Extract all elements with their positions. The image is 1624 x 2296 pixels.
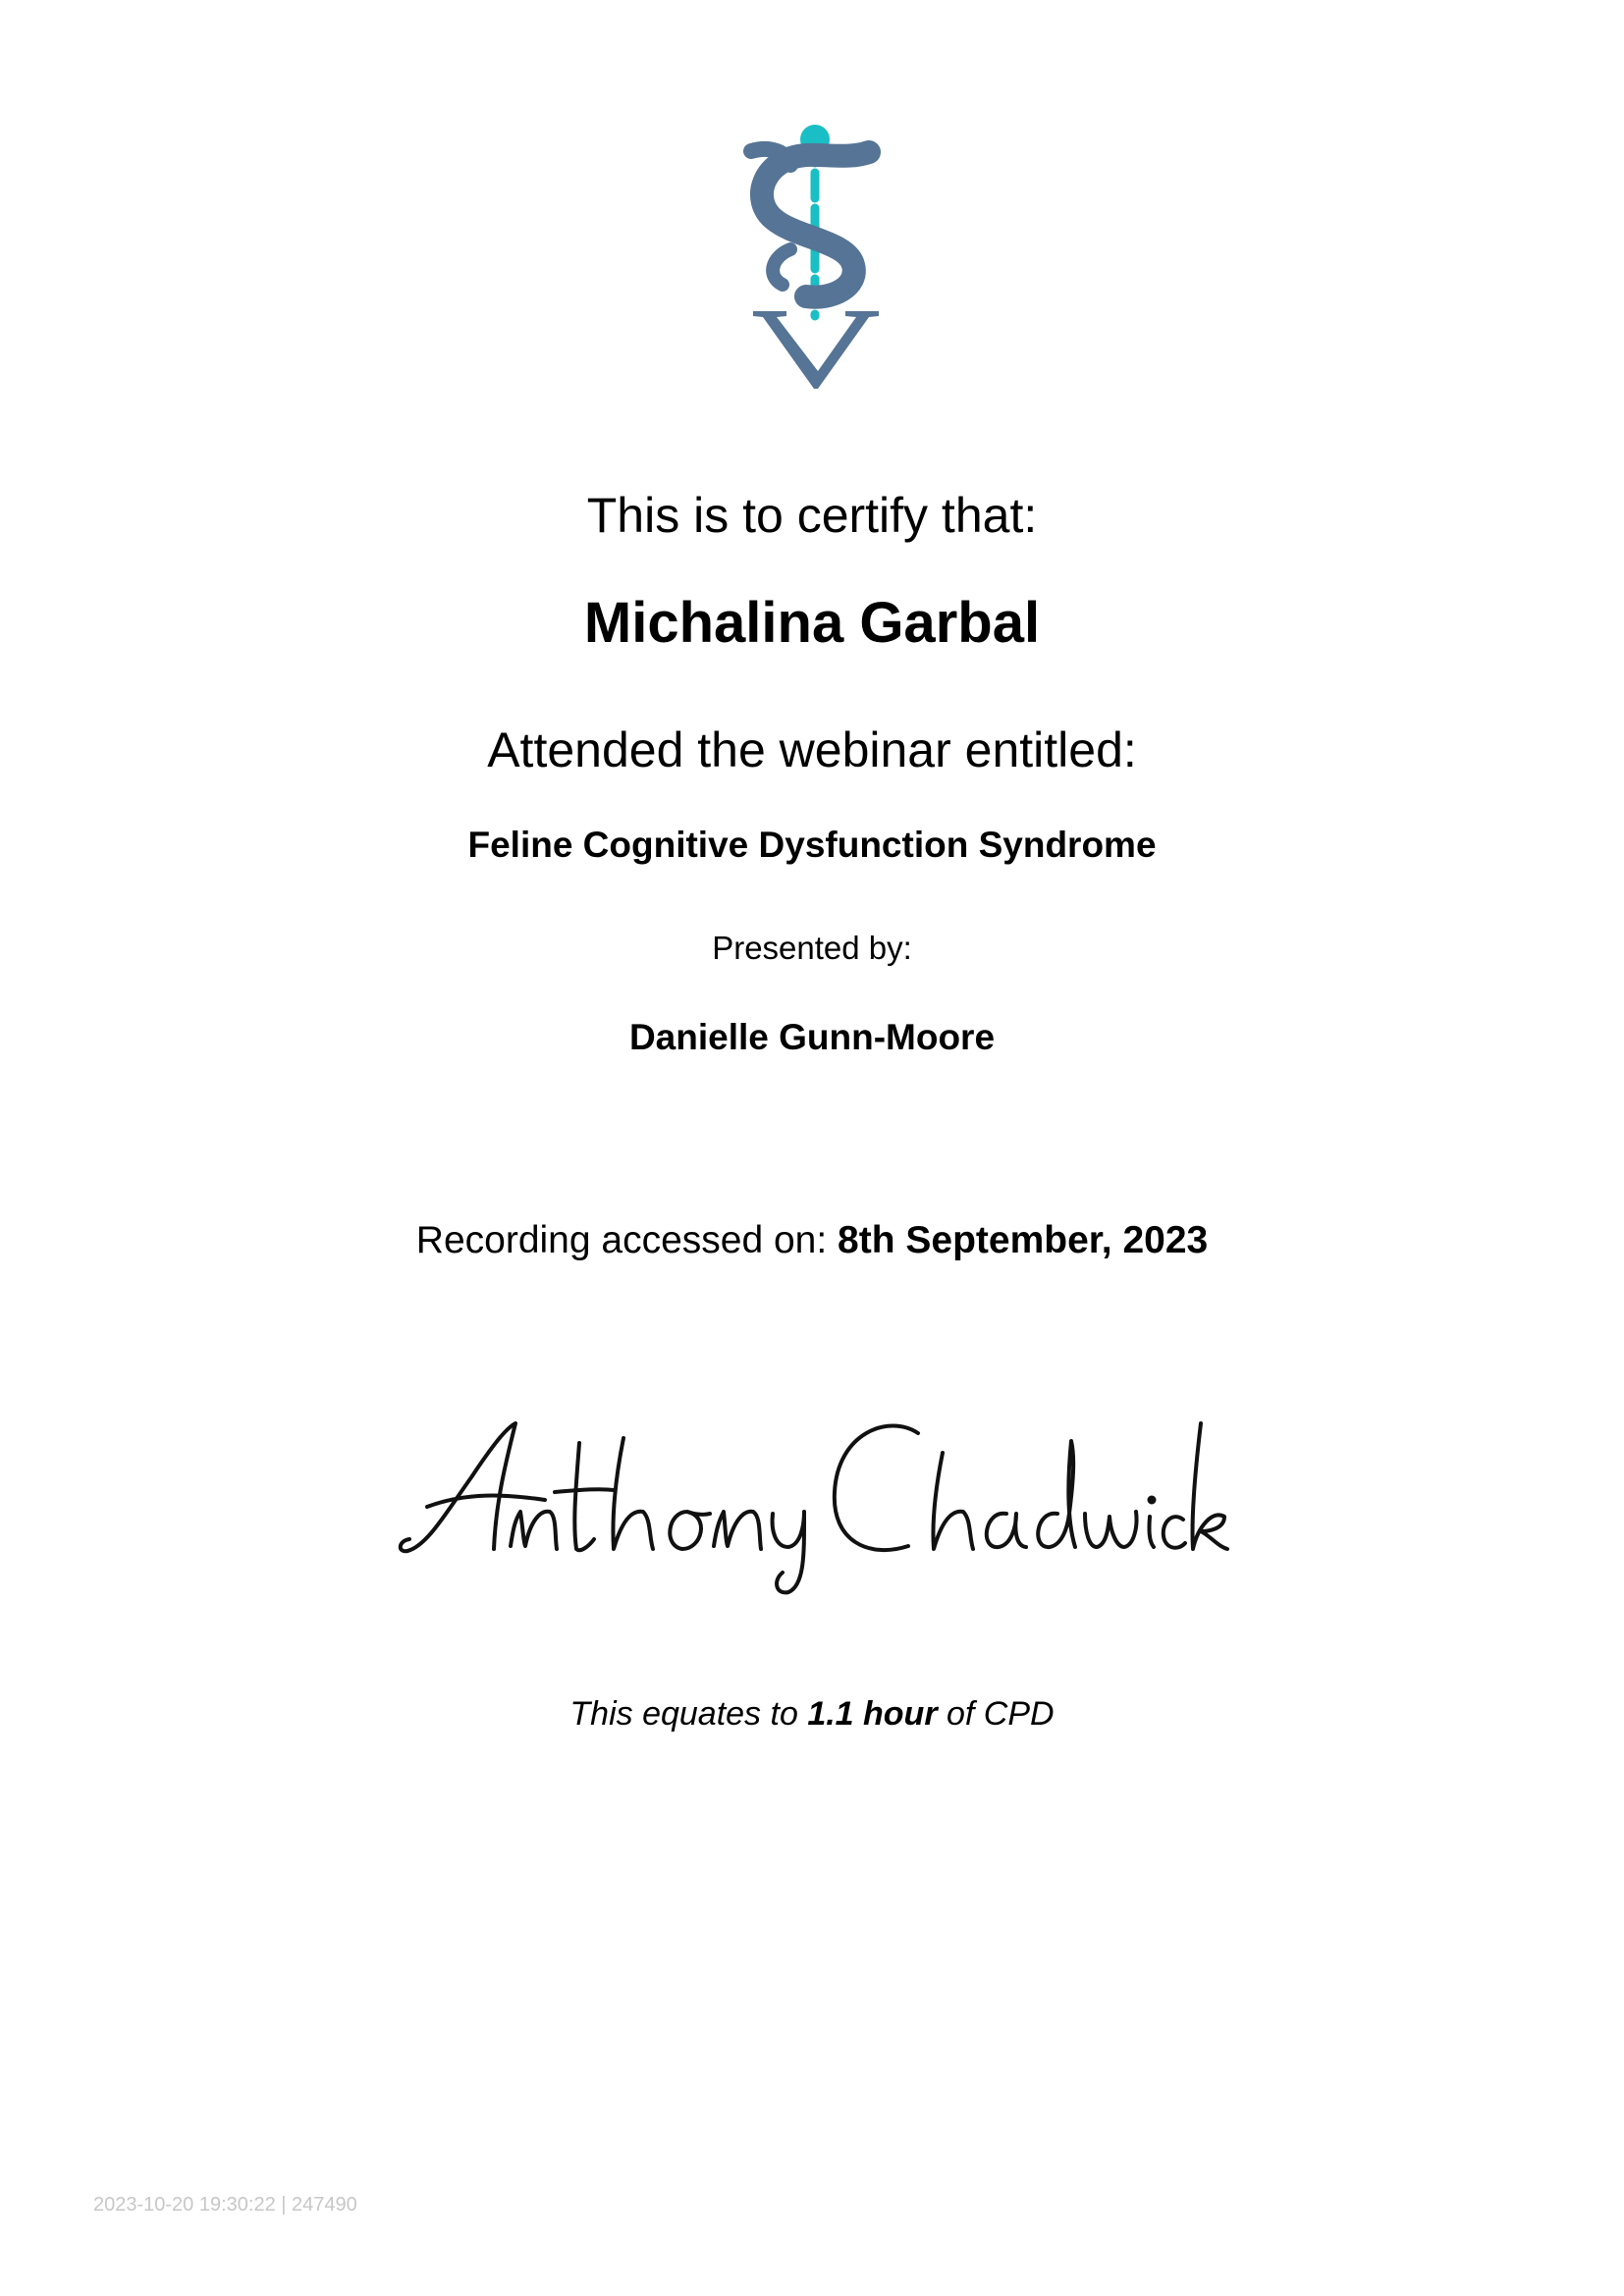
cpd-prefix: This equates to [569,1695,808,1733]
cpd-amount: 1.1 hour [807,1695,938,1733]
recording-accessed-date: 8th September, 2023 [838,1219,1209,1261]
recording-accessed-line [0,1217,1624,1264]
presented-intro-text: Presented by: [712,930,912,966]
signature [398,1384,1232,1600]
recipient-name: Michalina Garbal [583,591,1041,655]
footer-timestamp: 2023-10-20 19:30:22 | 247490 [93,2194,357,2216]
certify-intro-text: This is to certify that: [586,488,1038,543]
cpd-equivalence-line [0,1693,1624,1735]
veterinary-caduceus-icon [731,120,898,391]
recording-accessed-label: Recording accessed on: [415,1219,839,1261]
attended-intro-text: Attended the webinar entitled: [487,722,1137,777]
presenter-name: Danielle Gunn-Moore [628,1017,996,1057]
webinar-title: Feline Cognitive Dysfunction Syndrome [467,825,1157,865]
cpd-suffix: of CPD [937,1695,1055,1733]
